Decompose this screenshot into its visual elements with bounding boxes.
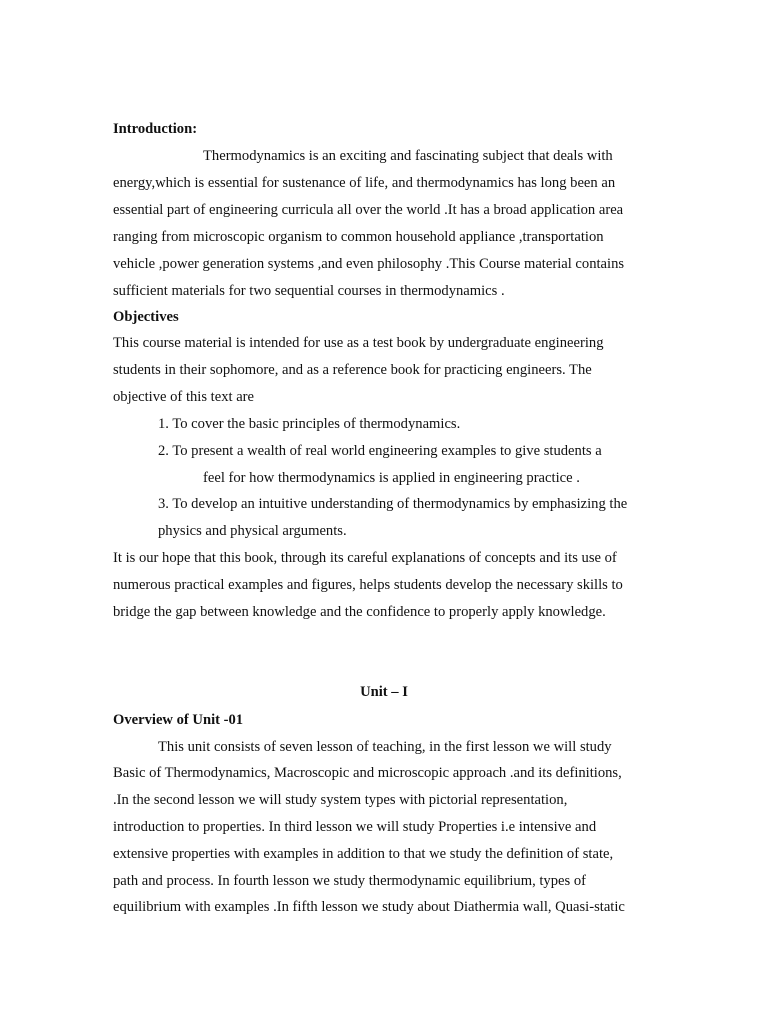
objectives-closing-line: bridge the gap between knowledge and the confidence to properly apply knowledge. bbox=[113, 604, 606, 620]
unit-overview-heading: Overview of Unit -01 bbox=[113, 712, 244, 728]
objective-item-3-continuation: physics and physical arguments. bbox=[158, 523, 347, 539]
introduction-line: ranging from microscopic organism to common household appliance ,transportation bbox=[113, 229, 604, 245]
introduction-heading: Introduction: bbox=[113, 121, 198, 137]
introduction-line: vehicle ,power generation systems ,and even philosophy .This Course material contains bbox=[113, 256, 625, 272]
introduction-line: essential part of engineering curricula all over the world .It has a broad application area bbox=[113, 202, 624, 218]
objectives-intro-line: objective of this text are bbox=[113, 389, 255, 405]
objectives-closing-line: It is our hope that this book, through its careful explanations of concepts and its use of bbox=[113, 550, 617, 566]
objective-item-1: 1. To cover the basic principles of thermodynamics. bbox=[158, 416, 461, 432]
unit-overview-line: equilibrium with examples .In fifth lesson we study about Diathermia wall, Quasi-static bbox=[113, 899, 625, 915]
introduction-line: Thermodynamics is an exciting and fascinating subject that deals with bbox=[203, 148, 613, 164]
unit-overview-line: This unit consists of seven lesson of teaching, in the first lesson we will study bbox=[158, 739, 612, 755]
objectives-heading: Objectives bbox=[113, 309, 179, 325]
unit-overview-line: path and process. In fourth lesson we study thermodynamic equilibrium, types of bbox=[113, 873, 586, 889]
objectives-closing-line: numerous practical examples and figures, helps students develop the necessary skills to bbox=[113, 577, 623, 593]
objective-item-2: 2. To present a wealth of real world engineering examples to give students a bbox=[158, 443, 602, 459]
introduction-line: energy,which is essential for sustenance of life, and thermodynamics has long been an bbox=[113, 175, 616, 191]
unit-overview-line: introduction to properties. In third lesson we will study Properties i.e intensive and bbox=[113, 819, 597, 835]
objective-item-2-continuation: feel for how thermodynamics is applied in engineering practice . bbox=[203, 470, 580, 486]
introduction-line: sufficient materials for two sequential courses in thermodynamics . bbox=[113, 283, 505, 299]
objectives-intro-line: students in their sophomore, and as a reference book for practicing engineers. The bbox=[113, 362, 592, 378]
objective-item-3: 3. To develop an intuitive understanding of thermodynamics by emphasizing the bbox=[158, 496, 628, 512]
unit-title: Unit – I bbox=[360, 684, 408, 700]
unit-overview-line: .In the second lesson we will study system types with pictorial representation, bbox=[113, 792, 568, 808]
unit-overview-line: extensive properties with examples in addition to that we study the definition of state, bbox=[113, 846, 614, 862]
unit-overview-line: Basic of Thermodynamics, Macroscopic and microscopic approach .and its definitions, bbox=[113, 765, 622, 781]
objectives-intro-line: This course material is intended for use as a test book by undergraduate engineering bbox=[113, 335, 604, 351]
